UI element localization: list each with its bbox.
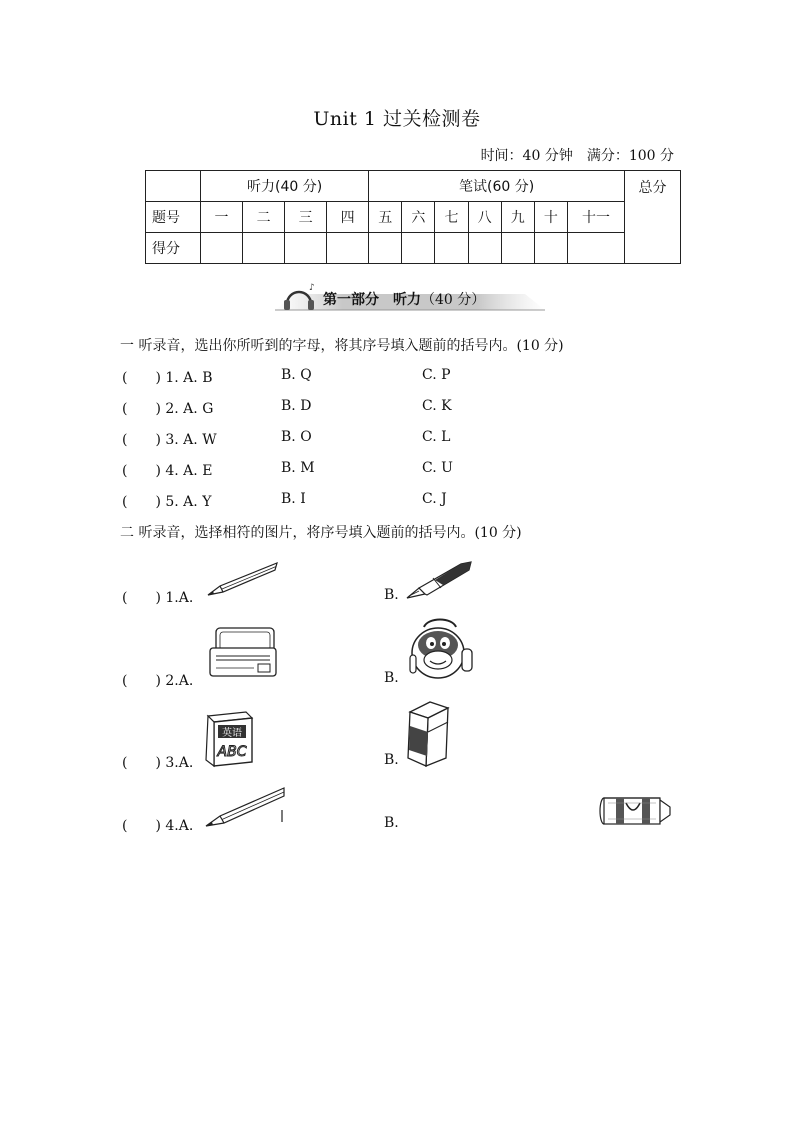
part1-item-5[interactable]: ( ) 5. A. Y — [122, 494, 212, 510]
total-header: 总分 — [625, 171, 681, 264]
part1-instruction: 一 听录音，选出你所听到的字母，将其序号填入题前的括号内。(10 分) — [120, 338, 564, 354]
part2-instruction: 二 听录音，选择相符的图片，将序号填入题前的括号内。(10 分) — [120, 525, 522, 541]
score-cell[interactable] — [285, 233, 327, 264]
number-cell: 七 — [435, 202, 468, 233]
option-c[interactable]: C. K — [422, 398, 452, 414]
number-cell: 五 — [369, 202, 402, 233]
number-cell: 二 — [243, 202, 285, 233]
pencil-icon[interactable] — [205, 560, 280, 598]
number-cell: 六 — [402, 202, 435, 233]
score-cell[interactable] — [369, 233, 402, 264]
part2-item-1[interactable]: ( ) 1.A. — [122, 590, 194, 606]
option-c[interactable]: C. U — [422, 460, 453, 476]
option-b[interactable]: B. D — [281, 398, 312, 414]
number-cell: 九 — [501, 202, 534, 233]
option-b[interactable]: B. O — [281, 429, 312, 445]
option-c[interactable]: C. L — [422, 429, 451, 445]
score-cell[interactable] — [243, 233, 285, 264]
number-cell: 一 — [201, 202, 243, 233]
option-b[interactable]: B. I — [281, 491, 306, 507]
part1-item-1[interactable]: ( ) 1. A. B — [122, 370, 213, 386]
score-cell[interactable] — [201, 233, 243, 264]
score-cell[interactable] — [468, 233, 501, 264]
english-book-icon[interactable] — [202, 708, 258, 768]
number-cell: 四 — [327, 202, 369, 233]
page-title: Unit 1 过关检测卷 — [313, 108, 481, 130]
option-b[interactable]: B. — [384, 587, 399, 603]
number-cell: 十一 — [568, 202, 625, 233]
option-b[interactable]: B. M — [281, 460, 315, 476]
part2-item-4[interactable]: ( ) 4.A. — [122, 818, 194, 834]
crayon-icon[interactable] — [598, 795, 674, 827]
part1-item-4[interactable]: ( ) 4. A. E — [122, 463, 213, 479]
listening-header: 听力(40 分) — [201, 171, 369, 202]
number-cell: 十 — [534, 202, 567, 233]
option-c[interactable]: C. P — [422, 367, 451, 383]
part1-item-3[interactable]: ( ) 3. A. W — [122, 432, 217, 448]
number-cell: 八 — [468, 202, 501, 233]
score-cell[interactable] — [435, 233, 468, 264]
svg-text:♪: ♪ — [309, 283, 315, 293]
option-b[interactable]: B. — [384, 815, 399, 831]
row-number-label: 题号 — [146, 202, 201, 233]
score-table — [145, 170, 681, 264]
pencil-box-icon[interactable] — [206, 626, 278, 678]
option-b[interactable]: B. — [384, 670, 399, 686]
backpack-icon[interactable] — [406, 615, 476, 681]
time-info: 时间：40 分钟 满分：100 分 — [480, 148, 674, 164]
score-cell[interactable] — [568, 233, 625, 264]
part2-item-3[interactable]: ( ) 3.A. — [122, 755, 194, 771]
row-score-label: 得分 — [146, 233, 201, 264]
option-c[interactable]: C. J — [422, 491, 447, 507]
writing-header: 笔试(60 分) — [369, 171, 625, 202]
option-b[interactable]: B. Q — [281, 367, 312, 383]
section-title: 第一部分 听力（40 分） — [323, 292, 486, 308]
eraser-icon[interactable] — [404, 700, 452, 768]
score-cell[interactable] — [534, 233, 567, 264]
part2-item-2[interactable]: ( ) 2.A. — [122, 673, 194, 689]
book-letters: ABC — [217, 744, 247, 760]
pencil-icon[interactable] — [204, 784, 286, 830]
part1-item-2[interactable]: ( ) 2. A. G — [122, 401, 214, 417]
book-title: 英语 — [222, 728, 242, 739]
score-cell[interactable] — [327, 233, 369, 264]
score-cell[interactable] — [501, 233, 534, 264]
table-corner-cell — [146, 171, 201, 202]
fountain-pen-icon[interactable] — [405, 558, 475, 600]
number-cell: 三 — [285, 202, 327, 233]
option-b[interactable]: B. — [384, 752, 399, 768]
score-cell[interactable] — [402, 233, 435, 264]
